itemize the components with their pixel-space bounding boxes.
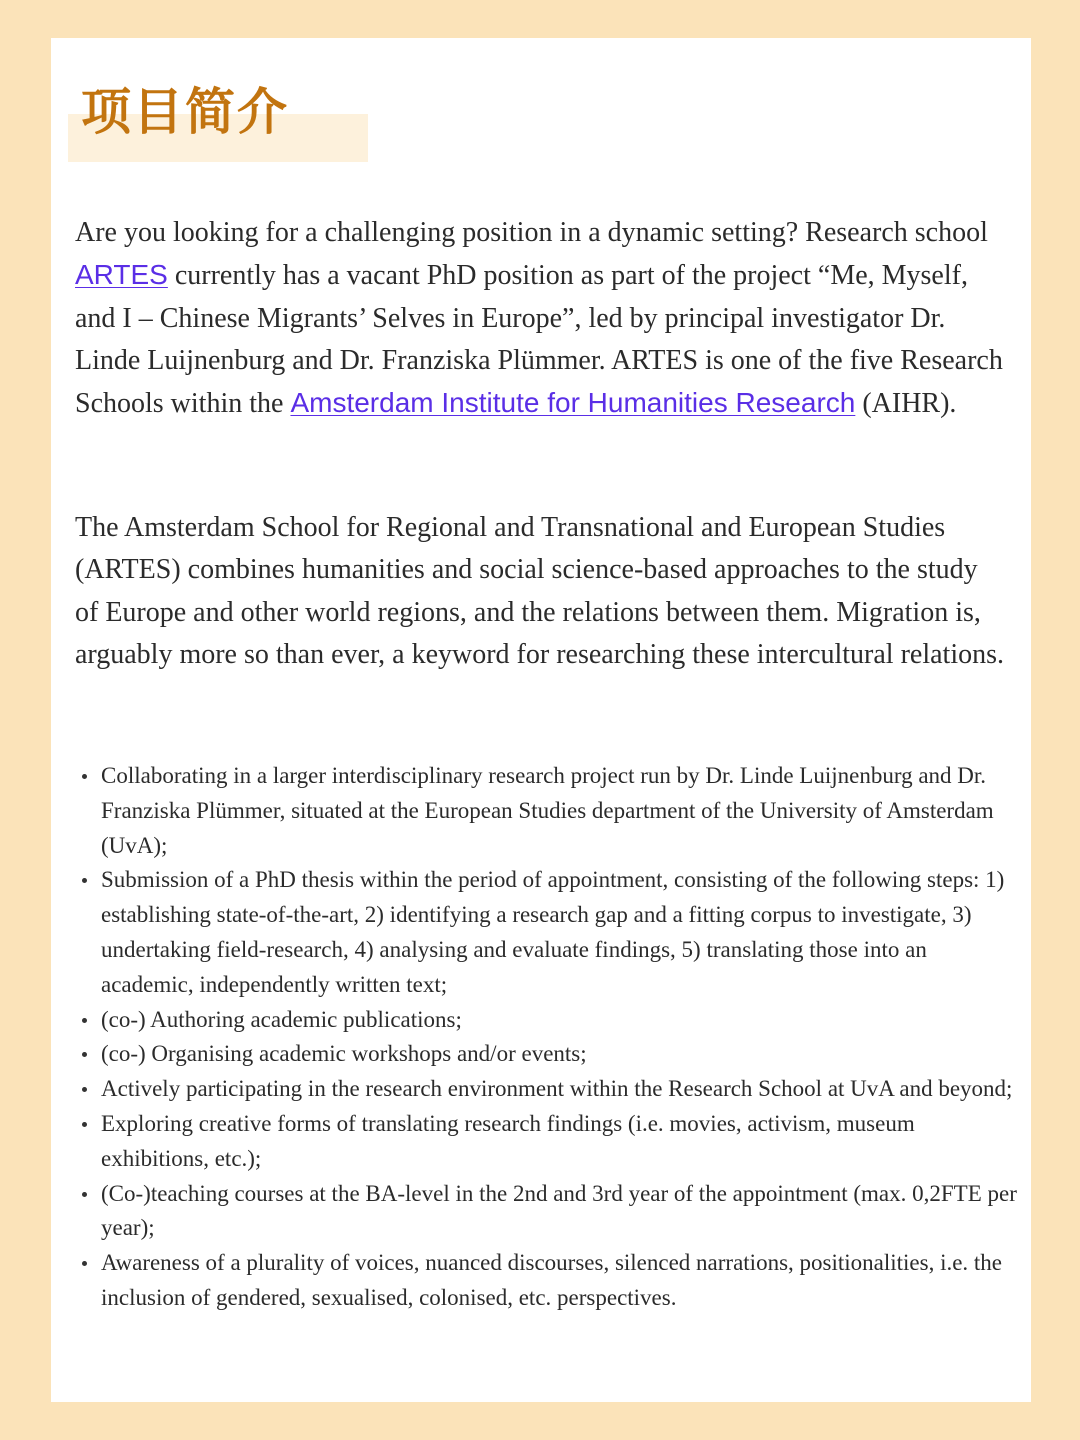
list-item: (co-) Organising academic workshops and/or events; bbox=[101, 1037, 1021, 1072]
list-item: Actively participating in the research environment within the Research School at UvA and beyond; bbox=[101, 1072, 1021, 1107]
intro-paragraph bbox=[75, 212, 1005, 425]
aihr-link[interactable]: Amsterdam Institute for Humanities Research bbox=[290, 387, 856, 419]
artes-link[interactable]: ARTES bbox=[75, 259, 168, 291]
list-item: Awareness of a plurality of voices, nuanced discourses, silenced narrations, positionalities, i.e. the inclusion of gendered, sexualised, colonised, etc. perspectives. bbox=[101, 1246, 1021, 1316]
intro-text-1: Are you looking for a challenging position in a dynamic setting? Research school bbox=[75, 217, 988, 248]
section-title: 项目简介 bbox=[81, 83, 289, 141]
intro-text-3: (AIHR). bbox=[855, 388, 957, 420]
section-header bbox=[68, 72, 289, 152]
about-paragraph: The Amsterdam School for Regional and Transnational and European Studies (ARTES) combines humanities and social science-based approaches to the study of Europe and other world regions, and the relations between them. Migration is, arguably more so than ever, a keyword for researching these intercultural relations. bbox=[75, 512, 1005, 670]
content-card bbox=[51, 38, 1031, 1402]
intro-text-2: currently has a vacant PhD position as part of the project “Me, Myself, and I – Chinese Migrants’ Selves in Europe”, led by principal investigator Dr. Linde Luijnenburg and Dr. Franziska Plümmer. ARTES is one of the five Research Schools within the bbox=[75, 260, 1003, 420]
list-item: (Co-)teaching courses at the BA-level in the 2nd and 3rd year of the appointment (max. 0,2FTE per year); bbox=[101, 1177, 1021, 1247]
duties-list bbox=[101, 759, 1021, 1316]
list-item: (co-) Authoring academic publications; bbox=[101, 1003, 1021, 1038]
list-item: Collaborating in a larger interdisciplinary research project run by Dr. Linde Luijnenburg and Dr. Franziska Plümmer, situated at the European Studies department of the University of Amsterdam (UvA); bbox=[101, 759, 1021, 863]
list-item: Submission of a PhD thesis within the period of appointment, consisting of the following steps: 1) establishing state-of-the-art, 2) identifying a research gap and a fitting corpus to investigate, 3) undertaking field-research, 4) analysing and evaluate findings, 5) translating those into an academic, independently written text; bbox=[101, 863, 1021, 1002]
list-item: Exploring creative forms of translating research findings (i.e. movies, activism, museum exhibitions, etc.); bbox=[101, 1107, 1021, 1177]
